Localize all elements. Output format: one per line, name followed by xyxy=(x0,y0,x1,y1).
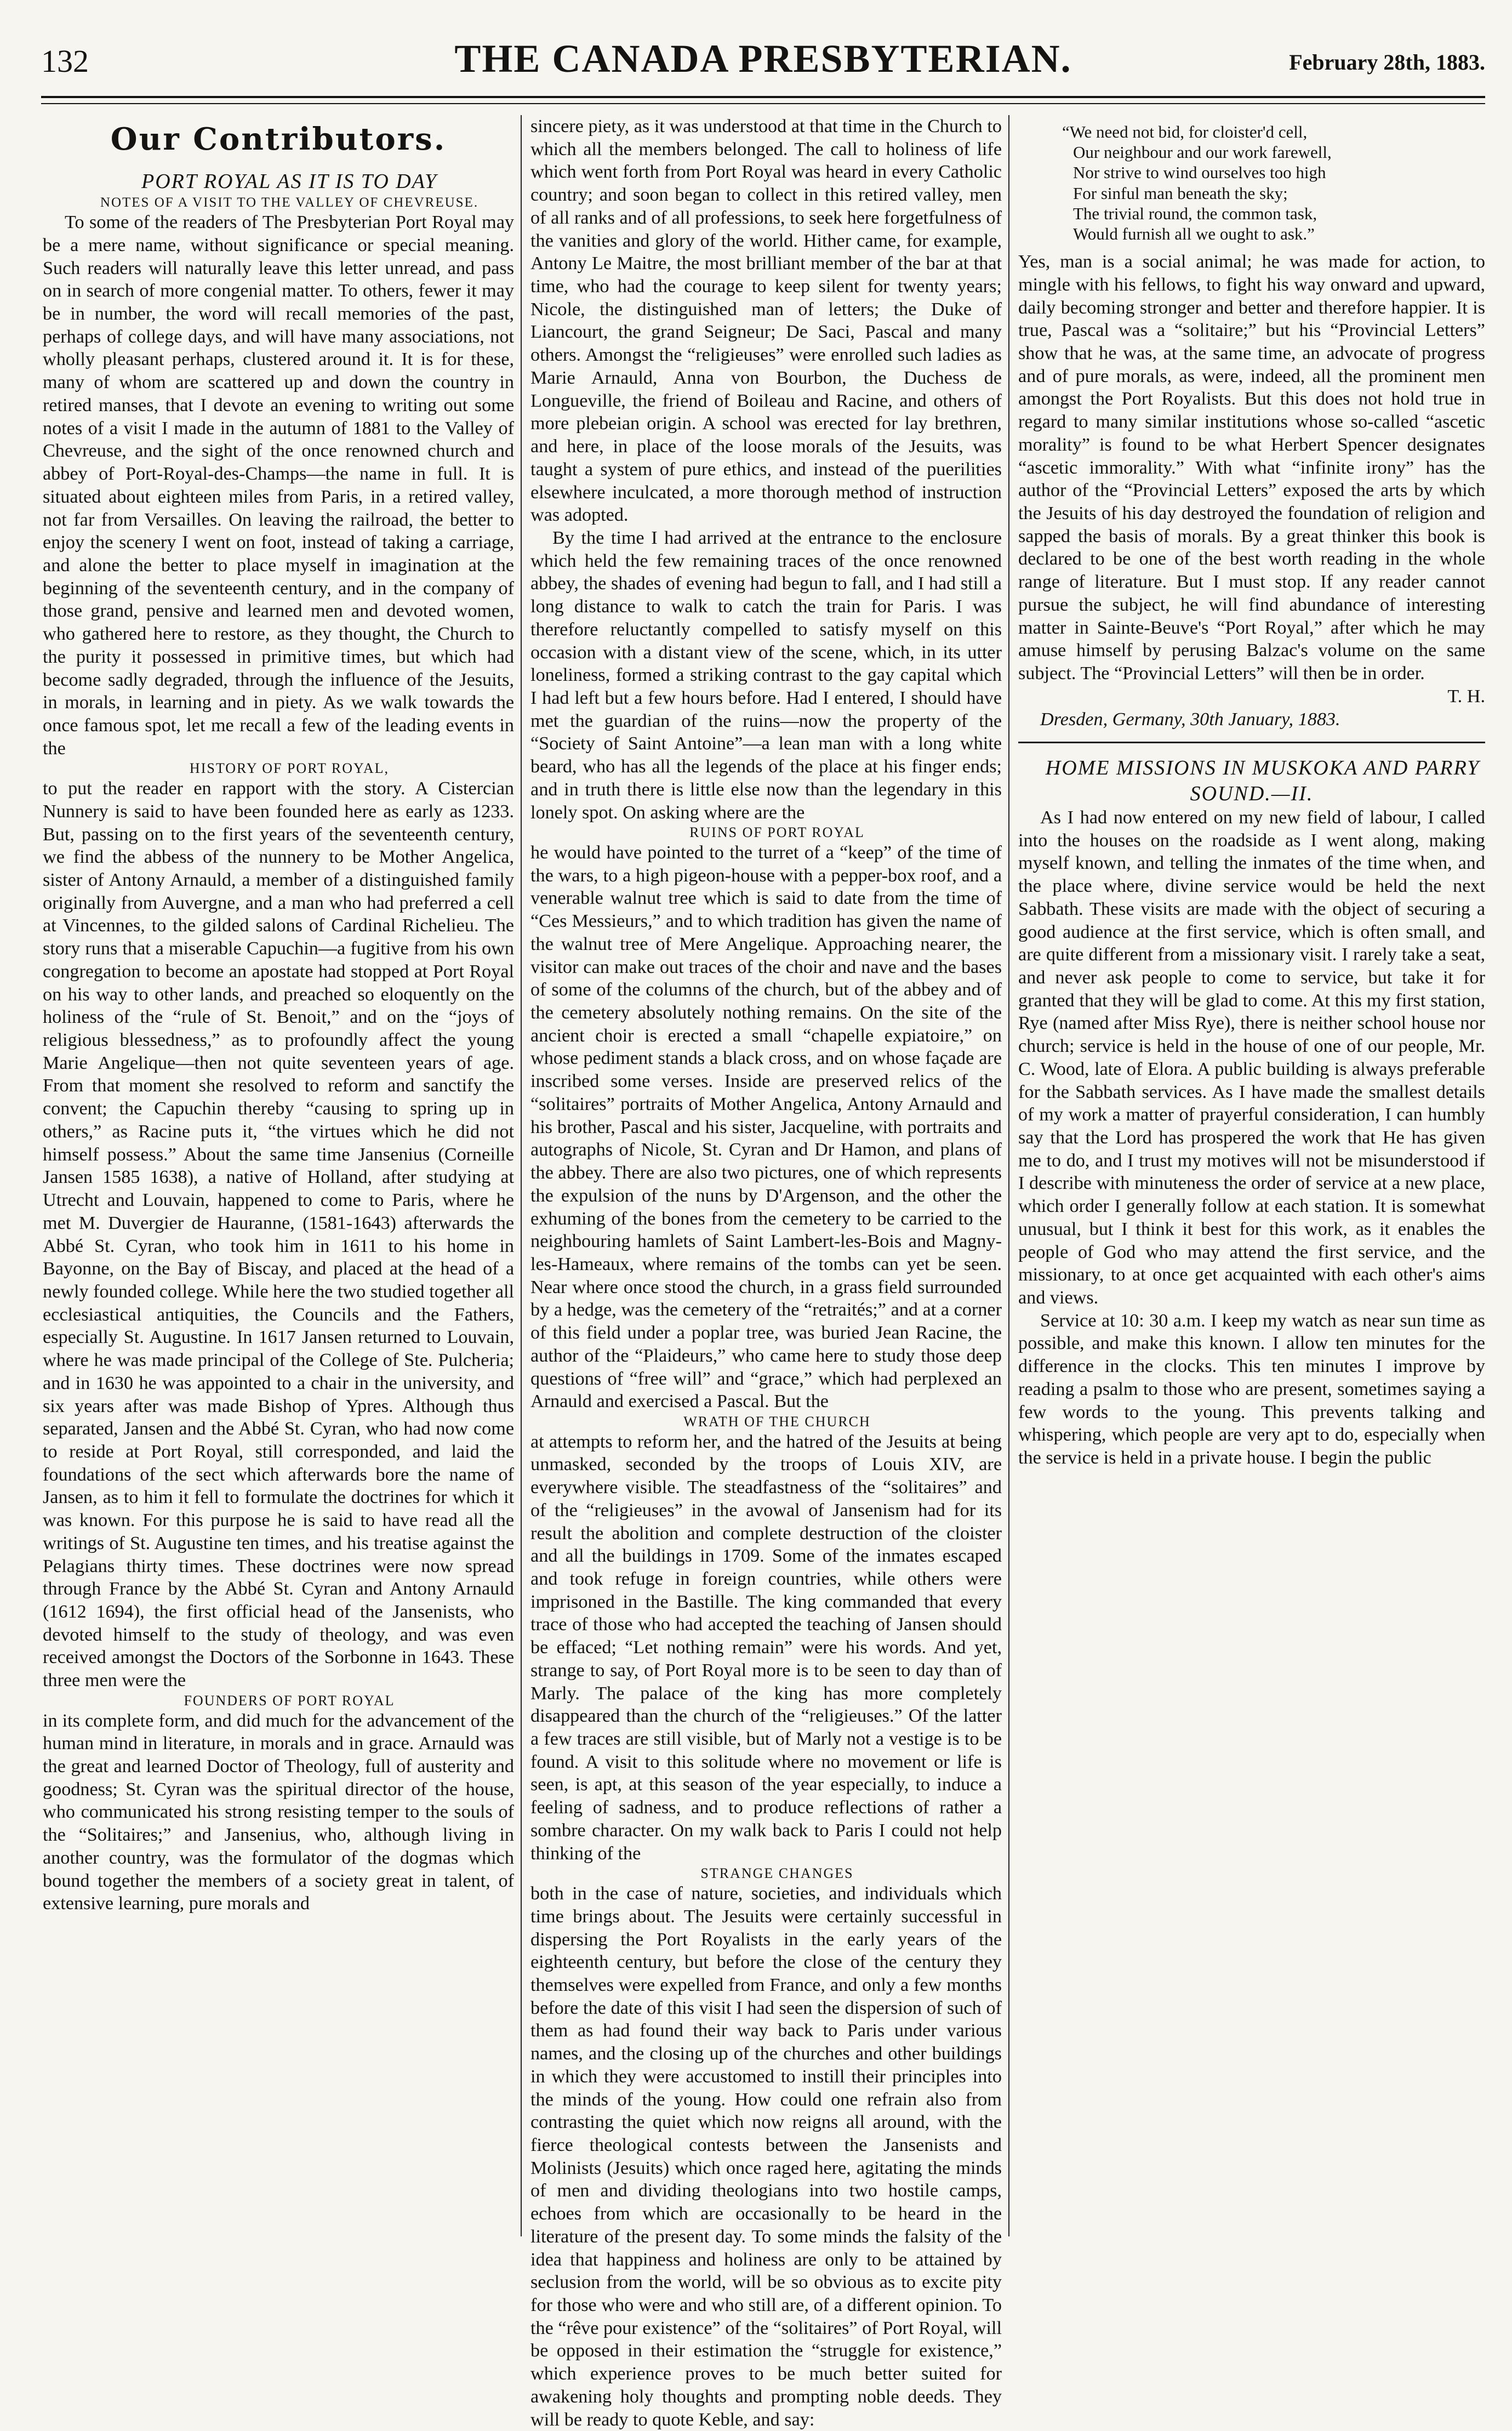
paragraph: in its complete form, and did much for the advancement of the human mind in literature, in morals and in grace. Arnauld was the great and learned Doctor of Theology, full of austerity and goodness; St. Cyran was the spiritual director of the house, who communicated his strong resisting temper to the souls of the “Solitaires;” and Jansenius, who, although living in another country, was the formulator of the dogmas which bound together the members of a society great in talent, of extensive learning, pure morals and xyxy=(43,1710,514,1914)
column-divider xyxy=(1008,115,1009,2236)
poem-quote xyxy=(1062,122,1485,244)
paragraph: at attempts to reform her, and the hatred of the Jesuits at being unmasked, seconded by the troops of Louis XIV, are everywhere visible. The steadfastness of the “solitaires” and of the “religieuses” in the avowal of Jansenism had for its result the abolition and complete destruction of the cloister and all the buildings in 1709. Some of the inmates escaped and took refuge in foreign countries, while others were imprisoned in the Bastille. The king commanded that every trace of those who had accepted the teaching of Jansen should be effaced; “Let nothing remain” were his words. And yet, strange to say, of Port Royal more is to be seen to day than of Marly. The palace of the king has more completely disappeared than the church of the “religieuses.” Of the latter a few traces are still visible, but of Marly not a vestige is to be found. A visit to this solitude where no movement or life is seen, is apt, at this season of the year especially, to induce a feeling of sadness, and to produce reflections of rather a sombre character. On my walk back to Paris I could not help thinking of the xyxy=(530,1431,1002,1864)
paragraph: By the time I had arrived at the entrance to the enclosure which held the few remaining traces of the once renowned abbey, the shades of evening had begun to fall, and I had still a long distance to walk to catch the train for Paris. I was therefore reluctantly compelled to satisfy myself on this occasion with a distant view of the scene, which, in its utter loneliness, formed a striking contrast to the gay capital which I had left but a few hours before. Had I entered, I should have met the guardian of the ruins—now the property of the “Society of Saint Antoine”—a lean man with a long white beard, who has all the legends of the place at his finger ends; and in truth there is little else now than the legendary in this lonely spot. On asking where are the xyxy=(530,527,1002,823)
poem-line: Would furnish all we ought to ask.” xyxy=(1073,224,1315,243)
paragraph: sincere piety, as it was understood at that time in the Church to which all the members belonged. The call to holiness of life which went forth from Port Royal was heard in every Catholic country; and soon began to collect in this retired valley, men of all ranks and of all professions, to seek here forgetfulness of the vanities and glory of the world. Hither came, for example, Antony Le Maitre, the most brilliant member of the bar at that time, who had the courage to keep silent for twenty years; Nicole, the distinguished man of letters; the Duke of Liancourt, the grand Seigneur; De Saci, Pascal and many others. Amongst the “religieuses” were enrolled such ladies as Marie Arnauld, Anna von Bourbon, the Duchess de Longueville, the friend of Boileau and Racine, and others of more plebeian origin. A school was erected for lay brethren, and here, in place of the loose morals of the Jesuits, was taught a system of pure ethics, and instead of the puerilities elsewhere inculcated, a more thorough method of instruction was adopted. xyxy=(530,116,1002,526)
masthead-rule xyxy=(41,96,1485,98)
article-subtitle: NOTES OF A VISIT TO THE VALLEY OF CHEVREUSE. xyxy=(100,195,479,210)
column-divider xyxy=(521,115,522,2236)
issue-date: February 28th, 1883. xyxy=(1289,50,1485,75)
masthead xyxy=(41,33,1485,93)
signature: T. H. xyxy=(1447,686,1485,707)
column-3 xyxy=(1018,115,1485,2236)
subheading: RUINS OF PORT ROYAL xyxy=(689,824,865,841)
paragraph: he would have pointed to the turret of a “keep” of the time of the wars, to a high pigeon-house with a pepper-box roof, and a venerable walnut tree which is said to date from the time of “Ces Messieurs,” and to which tradition has given the name of the walnut tree of Mere Angelique. Approaching nearer, the visitor can make out traces of the choir and nave and the bases of some of the columns of the church, but of the abbey and of the cemetery absolutely nothing remains. On the site of the ancient choir is erected a small “chapelle expiatoire,” on whose pediment stands a black cross, and on whose façade are inscribed some verses. Inside are preserved relics of the “solitaires” portraits of Mother Angelica, Antony Arnauld and his brother, Pascal and his sister, Jacqueline, with portraits and autographs of Nicole, St. Cyran and Dr Hamon, and plans of the abbey. There are also two pictures, one of which represents the expulsion of the nuns by D'Argenson, and the other the exhuming of the bones from the cemetery to be carried to the neighbouring hamlets of Saint Lambert-les-Bois and Magny-les-Hameaux, where remains of the tombs can yet be seen. Near where once stood the church, in a grass field surrounded by a hedge, was the cemetery of the “retraités;” and at a corner of this field under a poplar tree, was buried Jean Racine, the author of the “Plaideurs,” who came here to study those deep questions of “free will” and “grace,” which had perplexed an Arnauld and exercised a Pascal. But the xyxy=(530,842,1002,1412)
paragraph: both in the case of nature, societies, and individuals which time brings about. The Jesuits were certainly successful in dispersing the Port Royalists in the early years of the eighteenth century, but before the close of the century they themselves were expelled from France, and only a few months before the date of this visit I had seen the dispersion of such of them as had found their way back to Paris under various names, and the closing up of the churches and other buildings in which they were accustomed to instill their principles into the minds of the young. How could one refrain also from contrasting the quiet which now reigns all around, with the fierce theological contests between the Jansenists and Molinists (Jesuits) which once raged here, agitating the minds of men and dividing theologians into two hostile camps, echoes from which are occasionally to be heard in the literature of the present day. To some minds the falsity of the idea that happiness and holiness are only to be attained by seclusion from the world, will be so obvious as to excite pity for those who were and who still are, of a different opinion. To the “rêve pour existence” of the “solitaires” of Port Royal, will be opposed in their estimation the “struggle for existence,” which experience proves to be much better suited for awakening holy thoughts and prompting noble deeds. They will be ready to quote Keble, and say: xyxy=(530,1883,1002,2430)
paragraph: As I had now entered on my new field of labour, I called into the houses on the roadside as I went along, making myself known, and telling the inmates of the time when, and the place where, divine service would be held the next Sabbath. These visits are made with the object of securing a good audience at the first service, which is often small, and are quite different from a missionary visit. I rarely take a seat, and never ask people to come to service, but take it for granted that they will be glad to come. At this my first station, Rye (named after Miss Rye), there is neither school house nor church; service is held in the house of one of our people, Mr. C. Wood, late of Elora. A public building is always preferable for the Sabbath services. As I have made the smallest details of my work a matter of prayerful consideration, I can humbly say that the Lord has prospered the work that He has given me to do, and I trust my motives will not be misunderstood if I describe with minuteness the order of service at a new place, which order I generally follow at each station. It is somewhat unusual, but I think it best for this work, as it enables the people of God who may attend the first service, and the missionary, to at once get acquainted with each other's aims and views. xyxy=(1018,807,1485,1308)
paragraph: Service at 10: 30 a.m. I keep my watch as near sun time as possible, and make this known. I allow ten minutes for the difference in the clocks. This ten minutes I improve by reading a psalm to those who are present, sometimes saying a few words to the young. This prevents talking and whispering, which people are very apt to do, especially when the service is held in a private house. I begin the public xyxy=(1018,1310,1485,1468)
section-title: Our Contributors. xyxy=(110,121,447,157)
page-number: 132 xyxy=(41,43,89,79)
subheading: HISTORY OF PORT ROYAL, xyxy=(189,760,390,777)
poem-line: Nor strive to wind ourselves too high xyxy=(1073,163,1326,183)
dateline: Dresden, Germany, 30th January, 1883. xyxy=(1040,709,1340,730)
paragraph: Yes, man is a social animal; he was made for action, to mingle with his fellows, to fight his way onward and upward, daily becoming stronger and better and therefore happier. It is true, Pascal was a “solitaire;” but his “Provincial Letters” show that he was, at the same time, an advocate of progress and of pure morals, as were, indeed, all the prominent men amongst the Port Royalists. But this does not hold true in regard to many similar institutions whose so-called “ascetic morality” is found to be what Herbert Spencer designates “ascetic immorality.” With what “infinite irony” has the author of the “Provincial Letters” exposed the arts by which the Jesuits of his day destroyed the foundation of religion and sapped the basis of morals. By a great thinker this book is declared to be one of the best worth reading in the whole range of literature. But I must stop. If any reader cannot pursue the subject, he will find abundance of interesting matter in Sainte-Beuve's “Port Royal,” after which he may amuse himself by perusing Balzac's volume on the same subject. The “Provincial Letters” will then be in order. xyxy=(1018,252,1485,684)
poem-line: “We need not bid, for cloister'd cell, xyxy=(1062,122,1308,141)
masthead-rule-thin xyxy=(41,103,1485,104)
subheading: WRATH OF THE CHURCH xyxy=(683,1413,871,1430)
subheading: STRANGE CHANGES xyxy=(700,1865,854,1882)
subheading: FOUNDERS OF PORT ROYAL xyxy=(184,1692,395,1709)
paragraph: To some of the readers of The Presbyterian Port Royal may be a mere name, without significance or special meaning. Such readers will naturally leave this letter unread, and pass on in search of more congenial matter. To others, fewer it may be in number, the word will recall memories of the past, perhaps of college days, and will have many associations, not wholly pleasant perhaps, clustered around it. It is for these, many of whom are scattered up and down the country in retired manses, that I devote an evening to writing out some notes of a visit I made in the autumn of 1881 to the Valley of Chevreuse, and the sight of the once renowned church and abbey of Port-Royal-des-Champs—the name in full. It is situated about eighteen miles from Paris, in a retired valley, not far from Versailles. On leaving the railroad, the better to enjoy the scenery I went on foot, instead of taking a carriage, and alone the better to place myself in imagination at the beginning of the seventeenth century, and in the company of those grand, pensive and learned men and devoted women, who gathered here to restore, as they thought, the Church to the purity it possessed in primitive times, but which had become sadly degraded, through the influence of the Jesuits, in morals, in learning and in piety. As we walk towards the once famous spot, let me recall a few of the leading events in the xyxy=(43,212,514,759)
column-1 xyxy=(43,115,514,2236)
article-title: PORT ROYAL AS IT IS TO DAY xyxy=(141,170,437,193)
paragraph: to put the reader en rapport with the story. A Cistercian Nunnery is said to have been founded here as early as 1233. But, passing on to the first years of the seventeenth century, we find the abbess of the nunnery to be Mother Angelica, sister of Antony Arnauld, a member of a distinguished family originally from Auvergne, and a man who had preferred a cell at Vincennes, to the gilded salons of Cardinal Richelieu. The story runs that a miserable Capuchin—a fugitive from his own congregation to become an apostate had stopped at Port Royal on his way to other lands, and preached so eloquently on the holiness of the “rule of St. Benoit,” and on the “joys of religious blessedness,” as to profoundly affect the young Marie Angelique—then not quite seventeen years of age. From that moment she resolved to reform and sanctify the convent; the Capuchin thereby “causing to spring up in others,” as Racine puts it, “the virtues which he did not himself possess.” About the same time Jansenius (Corneille Jansen 1585 1638), a native of Holland, after studying at Utrecht and Louvain, happened to come to Paris, where he met M. Duvergier de Hauranne, (1581-1643) afterwards the Abbé St. Cyran, who took him in 1611 to his home in Bayonne, on the Bay of Biscay, and placed at the head of a newly founded college. While here the two studied together all ecclesiastical antiquities, the Councils and the Fathers, especially St. Augustine. In 1617 Jansen returned to Louvain, where he was made principal of the College of Ste. Pulcheria; and in 1630 he was appointed to a chair in the university, and six years after was made Bishop of Ypres. Although thus separated, Jansen and the Abbé St. Cyran, who had now come to reside at Port Royal, still corresponded, and laid the foundations of the sect which afterwards bore the name of Jansen, as to him it fell to formulate the doctrines for which it was known. For this purpose he is said to have read all the writings of St. Augustine ten times, and his treatise against the Pelagians thirty times. These doctrines were now spread through France by the Abbé St. Cyran and Antony Arnauld (1612 1694), the first official head of the Jansenists, who devoted himself to the study of theology, and was even received amongst the Doctors of the Sorbonne in 1643. These three men were the xyxy=(43,778,514,1691)
article-title: HOME MISSIONS IN MUSKOKA AND PARRY SOUND.—II. xyxy=(1045,756,1480,805)
article-divider xyxy=(1018,742,1485,743)
column-2 xyxy=(530,115,1002,2430)
newspaper-title: THE CANADA PRESBYTERIAN. xyxy=(454,37,1072,81)
poem-line: Our neighbour and our work farewell, xyxy=(1073,143,1332,162)
poem-line: For sinful man beneath the sky; xyxy=(1073,183,1288,203)
poem-line: The trivial round, the common task, xyxy=(1073,203,1317,223)
